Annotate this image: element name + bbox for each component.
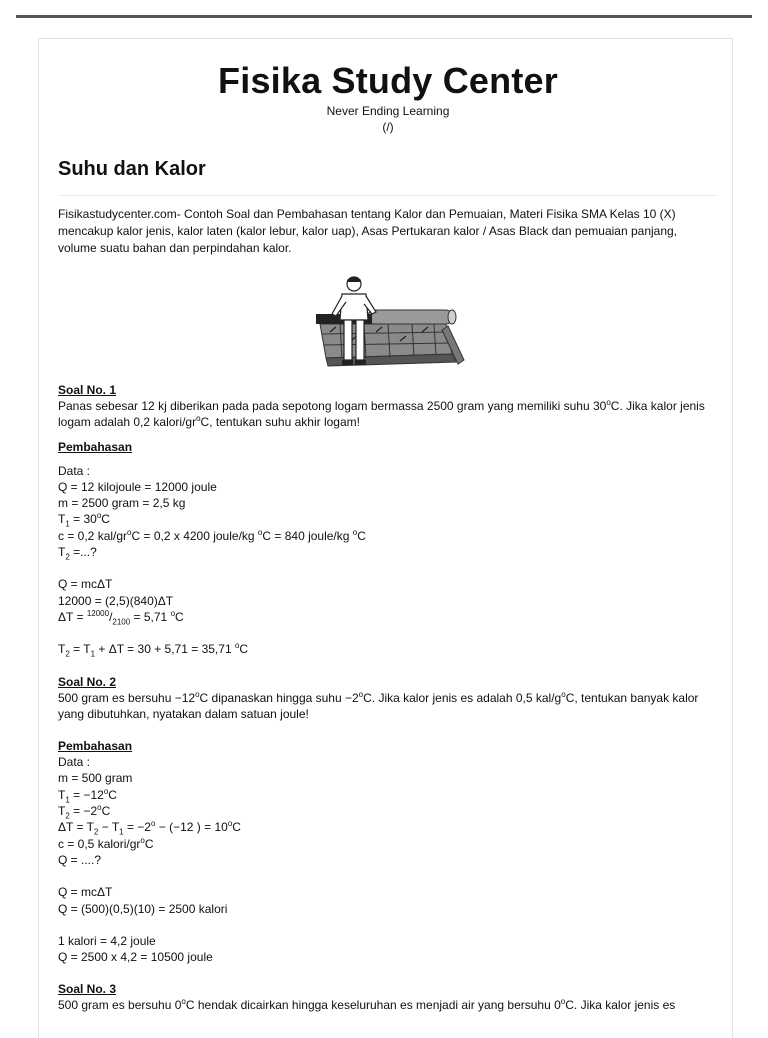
soal-2-line-1: m = 500 gram — [58, 771, 133, 786]
illustration — [58, 274, 718, 374]
home-link[interactable]: (/) — [382, 120, 394, 134]
soal-2-formula-2: Q = (500)(0,5)(10) = 2500 kalori — [58, 901, 228, 916]
soal-3 — [58, 981, 718, 1013]
soal-2-line-3: $T_2 = -2^oC$ — [58, 803, 111, 821]
site-title: Fisika Study Center — [218, 60, 558, 101]
soal-1-formula-2: 12000 = (2,5)(840)ΔT — [58, 593, 174, 608]
soal-2-line-5: c = 0,5 kalori/$gr^oC$ — [58, 835, 154, 851]
soal-2-pembahasan: Pembahasan — [58, 739, 133, 754]
post-intro — [58, 206, 718, 257]
soal-2-formula-1: Q = mcΔT — [58, 885, 113, 900]
soal-1-formula-3: $\Delta T = ^{12000}/_{2100} = 5,71$ $^o$C — [58, 608, 184, 627]
title-divider — [58, 195, 718, 196]
soal-1-line-3: $T_1 = 30^oC$ — [58, 511, 110, 529]
soal-1-line-1: Q = 12 kilojoule = 12000 joule — [58, 479, 217, 494]
document-page — [38, 38, 733, 1038]
soal-1-line-4: c = 0,2 kal/$gr^oC = 0,2$ x 4200 joule/kg $^o$C = 840 joule/kg $^o$C — [58, 527, 366, 543]
soal-1-data-label: Data : — [58, 463, 91, 478]
soal-2-formula-4: Q = 2500 x 4,2 = 10500 joule — [58, 950, 213, 965]
soal-2-formula-3: 1 kalori = 4,2 joule — [58, 933, 156, 948]
soal-1 — [58, 382, 718, 658]
intro-text: Contoh Soal dan Pembahasan tentang Kalor dan Pemuaian, Materi Fisika SMA Kelas 10 (X) mencakup kalor jenis, kalor laten (kalor lebur, kalor uap), Asas Pertukaran kalor / Asas Black dan pemuaian panjang, volume suatu bahan dan perpindahan kalor. — [58, 207, 678, 255]
soal-1-question: Panas sebesar 12 kj diberikan pada pada sepotong logam bermassa 2500 gram yang memiliki suhu 30$^o$C. Jika kalor jenis logam adalah 0,2 kalori/$gr^oC$, tentukan suhu akhir logam! — [58, 398, 705, 430]
man-on-wall-illustration — [306, 274, 466, 370]
soal-2-line-4: $\Delta T = T_2 - T_1 = -2^o - (-12$ ) = $10^oC$ — [58, 819, 241, 837]
soal-3-heading: Soal No. 3 — [58, 982, 117, 997]
soal-1-heading: Soal No. 1 — [58, 383, 117, 397]
soal-1-pembahasan: Pembahasan — [58, 439, 133, 454]
page-content — [58, 39, 718, 1014]
soal-2-data-label: Data : — [58, 755, 91, 770]
top-rule — [16, 15, 752, 18]
soal-2-question: 500 gram es bersuhu $-12^oC$ dipanaskan hingga suhu $-2^oC$. Jika kalor jenis es adalah 0,5 kal/$g^oC$, tentukan banyak kalor yang dibutuhkan, nyatakan dalam satuan joule! — [58, 689, 699, 721]
soal-1-formula-1: Q = mcΔT — [58, 577, 113, 592]
intro-source: Fisikastudycenter.com- — [58, 207, 181, 221]
soal-2 — [58, 674, 718, 966]
soal-2-line-2: $T_1 = -12^oC$ — [58, 786, 117, 805]
site-tagline: Never Ending Learning — [326, 104, 450, 118]
soal-1-line-5: $T_2$ =...? — [58, 545, 97, 562]
soal-1-line-2: m = 2500 gram = 2,5 kg — [58, 496, 186, 511]
post-title: Suhu dan Kalor — [58, 158, 206, 180]
soal-2-heading: Soal No. 2 — [58, 674, 117, 689]
soal-3-question: 500 gram es bersuhu 0$^o$C hendak dicairkan hingga keseluruhan es menjadi air yang bersuhu 0$^o$C. Jika kalor jenis es — [58, 997, 676, 1013]
soal-2-line-6: Q = ....? — [58, 852, 102, 867]
soal-1-formula-4: $T_2 = T_1 + \Delta T = 30 + 5,71 = 35,71$ $^o$C — [58, 641, 249, 659]
